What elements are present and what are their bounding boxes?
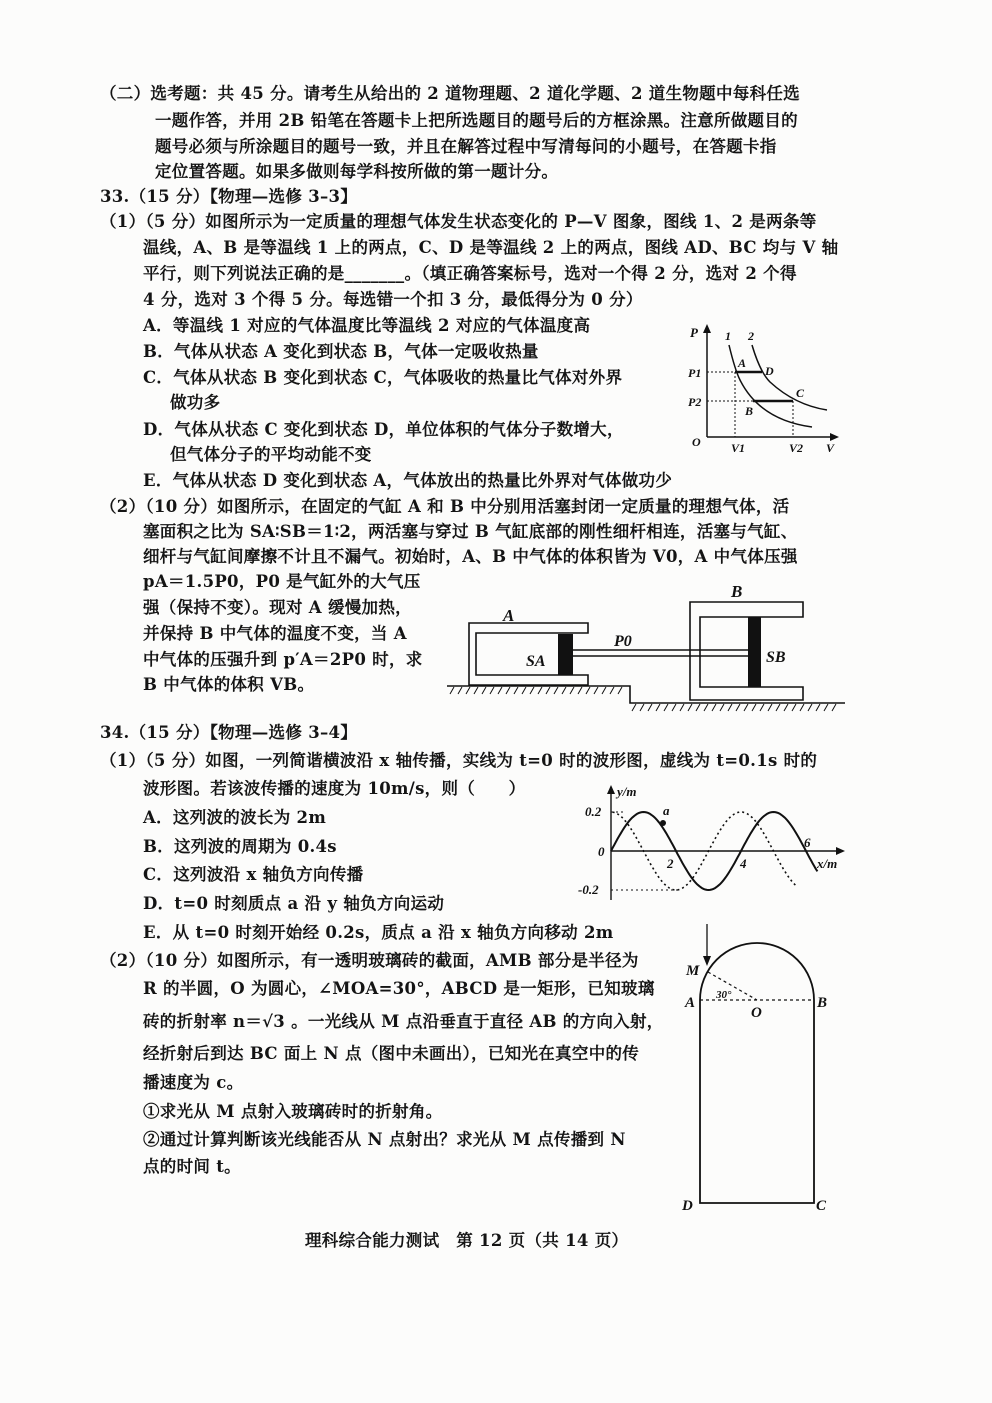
q34-p2: 经折射后到达 BC 面上 N 点（图中未画出），已知光在真空中的传 — [143, 1044, 640, 1063]
q33-p2: 塞面积之比为 SA∶SB＝1∶2，两活塞与穿过 B 气缸底部的刚性细杆相连，活塞与气缸、 — [143, 522, 798, 541]
q34-p1: 波形图。若该波传播的速度为 10m/s，则（ ） — [143, 779, 526, 798]
q34-option: E．从 t=0 时刻开始经 0.2s，质点 a 沿 x 轴负方向移动 2m — [143, 923, 614, 942]
svg-text:P1: P1 — [688, 366, 702, 380]
section-intro: （二）选考题：共 45 分。请考生从给出的 2 道物理题、2 道化学题、2 道生物题中每科任选 — [100, 84, 800, 103]
q34-option: D．t=0 时刻质点 a 沿 y 轴负方向运动 — [143, 894, 445, 913]
svg-text:P0: P0 — [614, 633, 632, 650]
svg-text:C: C — [816, 1198, 827, 1214]
svg-text:B: B — [731, 582, 743, 601]
svg-text:B: B — [745, 404, 754, 418]
svg-text:4: 4 — [740, 856, 747, 871]
q34-p2: ②通过计算判断该光线能否从 N 点射出？求光从 M 点传播到 N — [143, 1130, 626, 1149]
q33-option: 做功多 — [170, 393, 221, 412]
svg-text:A: A — [685, 995, 696, 1011]
q33-option: D．气体从状态 C 变化到状态 D，单位体积的气体分子数增大， — [143, 420, 624, 439]
q34-p2: ①求光从 M 点射入玻璃砖时的折射角。 — [143, 1102, 443, 1121]
q34-title: 34.（15 分）【物理—选修 3–4】 — [100, 723, 358, 742]
svg-text:P: P — [690, 325, 698, 340]
svg-text:V2: V2 — [789, 441, 804, 455]
svg-text:C: C — [796, 386, 805, 400]
piston-diagram — [440, 575, 850, 715]
q33-option: 但气体分子的平均动能不变 — [170, 445, 372, 464]
q34-option: A．这列波的波长为 2m — [143, 808, 327, 827]
svg-text:D: D — [682, 1198, 693, 1214]
svg-text:B: B — [817, 995, 828, 1011]
page-footer: 理科综合能力测试 第 12 页（共 14 页） — [305, 1231, 629, 1250]
svg-text:1: 1 — [725, 329, 731, 343]
q33-option: C．气体从状态 B 变化到状态 C，气体吸收的热量比气体对外界 — [143, 368, 623, 387]
svg-text:A: A — [738, 356, 747, 370]
section-intro: 一题作答，并用 2B 铅笔在答题卡上把所选题目的题号后的方框涂黑。注意所做题目的 — [155, 111, 798, 130]
q34-option: C．这列波沿 x 轴负方向传播 — [143, 865, 364, 884]
q34-p2: 砖的折射率 n＝√3 。一光线从 M 点沿垂直于直径 AB 的方向入射， — [143, 1012, 664, 1031]
svg-text:a: a — [663, 803, 670, 818]
q33-option: A．等温线 1 对应的气体温度比等温线 2 对应的气体温度高 — [143, 316, 591, 335]
svg-text:2: 2 — [667, 856, 674, 871]
q33-title: 33.（15 分）【物理—选修 3–3】 — [100, 187, 358, 206]
q33-option: E．气体从状态 D 变化到状态 A，气体放出的热量比外界对气体做功少 — [143, 471, 673, 490]
svg-text:SB: SB — [766, 649, 786, 666]
q33-p2: B 中气体的体积 VB。 — [143, 675, 315, 694]
svg-text:0.2: 0.2 — [585, 804, 602, 819]
svg-text:P2: P2 — [688, 395, 702, 409]
wave-diagram — [570, 780, 850, 905]
svg-text:SA: SA — [526, 653, 546, 670]
section-intro: 题号必须与所涂题目的题号一致，并且在解答过程中写清每问的小题号，在答题卡指 — [155, 137, 777, 156]
q34-p2: （2）（10 分）如图所示，有一透明玻璃砖的截面，AMB 部分是半径为 — [100, 951, 639, 970]
svg-text:6: 6 — [804, 835, 811, 850]
q33-p2: pA＝1.5P0，P0 是气缸外的大气压 — [143, 572, 421, 591]
q33-p1: 4 分，选对 3 个得 5 分。每选错一个扣 3 分，最低得分为 0 分） — [143, 290, 643, 309]
svg-text:-0.2: -0.2 — [578, 882, 599, 897]
svg-text:D: D — [765, 364, 774, 378]
q34-p2: 点的时间 t。 — [143, 1157, 241, 1176]
pv-diagram — [680, 318, 850, 468]
q33-p2: 中气体的压强升到 p′A＝2P0 时，求 — [143, 650, 423, 669]
section-intro: 定位置答题。如果多做则每学科按所做的第一题计分。 — [155, 162, 559, 181]
q33-p2: 并保持 B 中气体的温度不变，当 A — [143, 624, 407, 643]
q33-p2: 强（保持不变）。现对 A 缓慢加热， — [143, 598, 412, 617]
q34-p2: R 的半圆，O 为圆心，∠MOA=30°，ABCD 是一矩形，已知玻璃 — [143, 979, 655, 998]
glass-diagram — [680, 918, 845, 1218]
svg-text:y/m: y/m — [617, 784, 637, 799]
q34-option: B．这列波的周期为 0.4s — [143, 837, 337, 856]
svg-text:30°: 30° — [716, 989, 732, 1001]
svg-text:M: M — [686, 963, 700, 979]
svg-text:V: V — [826, 441, 835, 455]
svg-text:O: O — [692, 435, 701, 449]
q33-p2: 细杆与气缸间摩擦不计且不漏气。初始时，A、B 中气体的体积皆为 V0，A 中气体压强 — [143, 547, 798, 566]
q33-p1: 温线，A、B 是等温线 1 上的两点，C、D 是等温线 2 上的两点，图线 AD、BC 均与 V 轴 — [143, 238, 839, 257]
svg-text:x/m: x/m — [817, 856, 838, 871]
q33-p1: （1）（5 分）如图所示为一定质量的理想气体发生状态变化的 P—V 图象，图线 1、2 是两条等 — [100, 212, 817, 231]
svg-text:2: 2 — [748, 329, 754, 343]
q34-p1: （1）（5 分）如图，一列简谐横波沿 x 轴传播，实线为 t=0 时的波形图，虚线为 t=0.1s 时的 — [100, 751, 818, 770]
svg-text:V1: V1 — [731, 441, 746, 455]
svg-text:A: A — [503, 606, 515, 625]
q34-p2: 播速度为 c。 — [143, 1073, 244, 1092]
svg-text:O: O — [751, 1005, 762, 1021]
svg-text:0: 0 — [598, 844, 605, 859]
q33-option: B．气体从状态 A 变化到状态 B，气体一定吸收热量 — [143, 342, 539, 361]
q33-p2: （2）（10 分）如图所示，在固定的气缸 A 和 B 中分别用活塞封闭一定质量的理想气体，活 — [100, 497, 790, 516]
q33-p1: 平行，则下列说法正确的是_______。（填正确答案标号，选对一个得 2 分，选对 2 个得 — [143, 264, 797, 283]
